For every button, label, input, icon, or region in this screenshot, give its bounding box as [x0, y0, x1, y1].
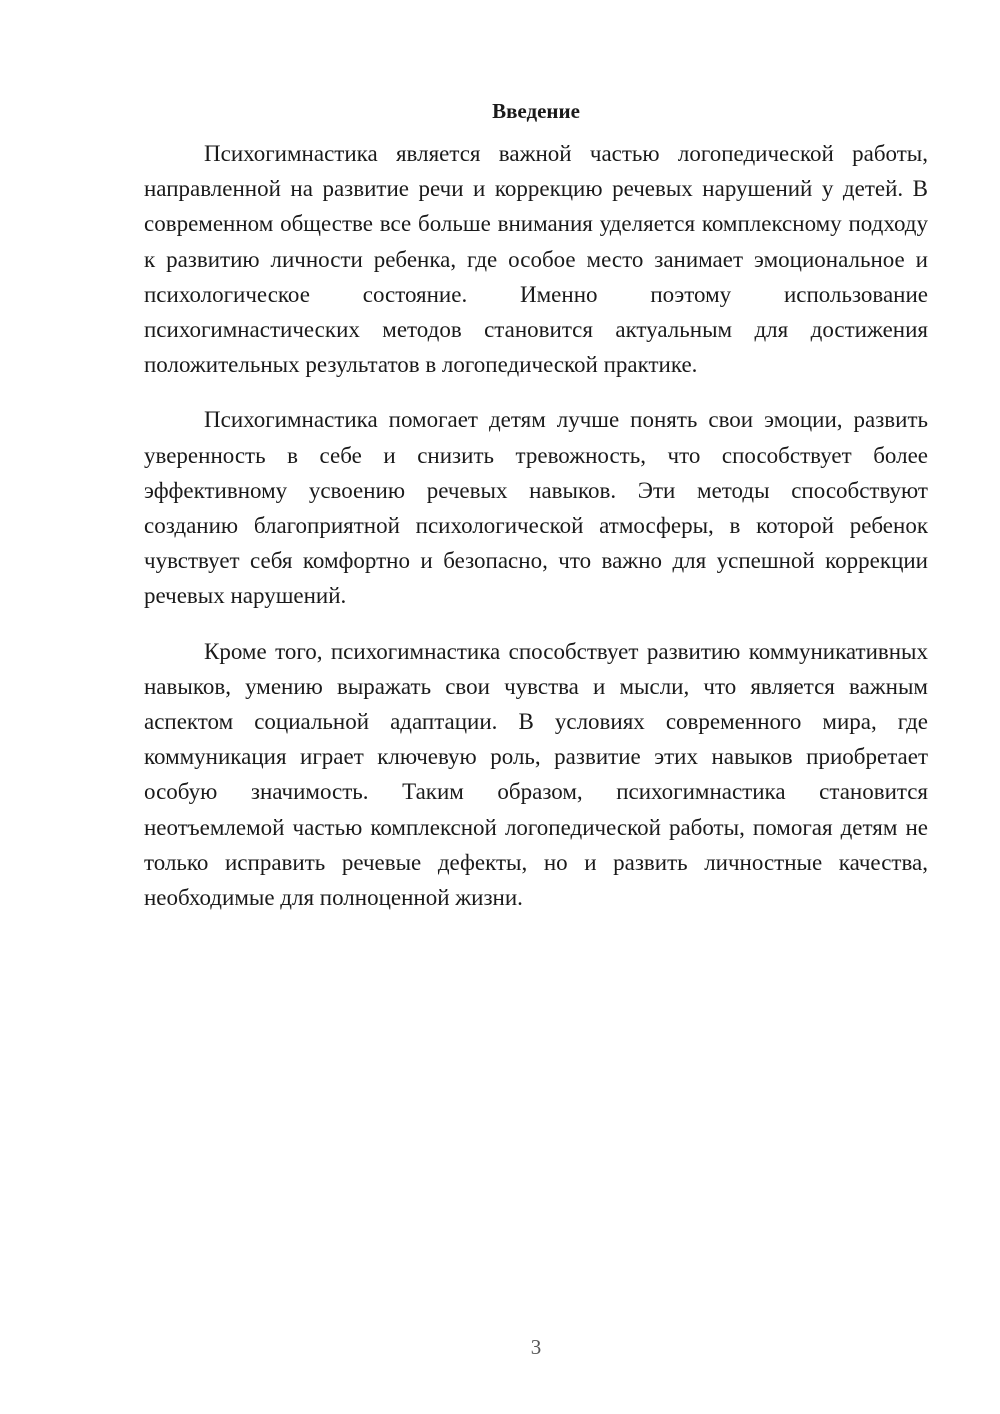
paragraph-1: Психогимнастика является важной частью логопедической работы, направленной на развитие речи и коррекцию речевых нарушений у детей. В современном обществе все больше внимания уделяется комплексному подходу к развитию личности ребенка, где особое место занимает эмоциональное и психологическое состояние. Именно поэтому использование психогимнастических методов становится актуальным для достижения положительных результатов в логопедической практике. [144, 141, 928, 378]
page-number: 3 [530, 1335, 542, 1359]
section-heading: Введение [492, 99, 580, 123]
page-content [144, 96, 928, 935]
paragraph-2: Психогимнастика помогает детям лучше понять свои эмоции, развить уверенность в себе и снизить тревожность, что способствует более эффективному усвоению речевых навыков. Эти методы способствуют созданию благоприятной психологической атмосферы, в которой ребенок чувствует себя комфортно и безопасно, что важно для успешной коррекции речевых нарушений. [144, 407, 928, 609]
paragraph-3: Кроме того, психогимнастика способствует развитию коммуникативных навыков, умению выражать свои чувства и мысли, что является важным аспектом социальной адаптации. В условиях современного мира, где коммуникация играет ключевую роль, развитие этих навыков приобретает особую значимость. Таким образом, психогимнастика становится неотъемлемой частью комплексной логопедической работы, помогая детям не только исправить речевые дефекты, но и развить личностные качества, необходимые для полноценной жизни. [144, 638, 928, 911]
